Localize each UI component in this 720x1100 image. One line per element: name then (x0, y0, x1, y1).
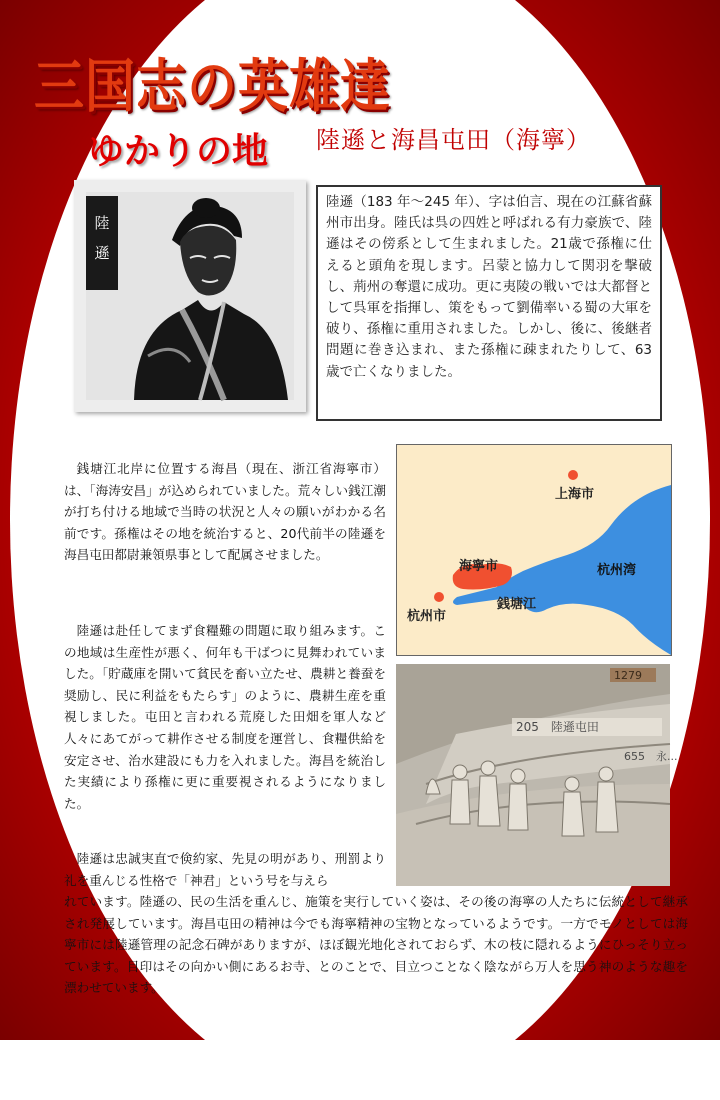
biography-box (316, 185, 662, 421)
map-label-qiantang-river: 銭塘江 (497, 597, 537, 612)
relief-label-1: 1279 (614, 669, 642, 682)
biography-text: 陸遜（183 年～245 年）、字は伯言、現在の江蘇省蘇州市出身。陸氏は呉の四姓と呼ばれる有力豪族で、陸遜はその傍系として生まれました。21歳で孫権に仕えると頭角を現します。呂蒙と協力して関羽を撃破し、荊州の奪還に成功。更に夷陵の戦いでは大都督として呉軍を指揮し、策をもって劉備率いる蜀の大軍を破り、孫権に重用されました。しかし、後に、後継者問題に巻き込まれ、また孫権に疎まれたりして、63 歳で亡くなりました。 (326, 194, 652, 380)
portrait-image (74, 180, 306, 412)
map-label-hangzhou: 杭州市 (407, 609, 447, 624)
region-map (396, 444, 672, 656)
body-paragraph-3-continued: れています。陸遜の、民の生活を重んじ、施策を実行していく姿は、その後の海寧の人たちに伝統として継承され発展しています。海昌屯田の精神は今でも海寧精神の宝物となっているようです。一方でモノとしては海寧市には陸遜管理の記念石碑がありますが、ほぼ観光地化されておらず、木の枝に隠れるようにひっそり立っています。目印はその向かい側にあるお寺、とのことで、目立つことなく陰ながら万人を思う神のような趣を漂わせています。 (64, 894, 688, 996)
topic-title: 陸遜と海昌屯田（海寧） (316, 126, 591, 154)
map-label-shanghai: 上海市 (555, 487, 595, 502)
relief-label-3: 655 永... (624, 750, 678, 763)
body-paragraph-1: 銭塘江北岸に位置する海昌（現在、浙江省海寧市）は、「海涛安昌」が込められていました。荒々しい銭江潮が打ち付ける地域で当時の状況と人々の願いがわかる名前です。孫権はその地を統治すると、20代前半の陸遜を海昌屯田都尉兼領県事として配属させました。 (64, 461, 386, 563)
body-paragraph-2: 陸遜は赴任してまず食糧難の問題に取り組みます。この地域は生産性が悪く、何年も干ばつに見舞われていました。「貯蔵庫を開いて貧民を畜い立たせ、農耕と養蚕を奨励し、民に利益をもたらす」のように、農耕生産を重視しました。屯田と言われる荒廃した田畑を軍人など人々にあてがって耕作させる制度を運営し、食糧供給を安定させ、治水建設にも力を入れました。海昌を統治した実績により孫権に更に重要視されるようになりました。 (64, 623, 386, 811)
main-title: 三国志の英雄達 (34, 52, 391, 120)
sub-title: ゆかりの地 (88, 131, 269, 172)
relief-label-2: 205 陸遜屯田 (516, 720, 599, 734)
map-label-hangzhou-bay: 杭州湾 (597, 563, 637, 578)
relief-photo (396, 664, 678, 886)
portrait-name-char-2: 遜 (94, 244, 110, 262)
map-label-haining: 海寧市 (459, 559, 499, 574)
body-paragraph-3: 陸遜は忠誠実直で倹約家、先見の明があり、刑罰より礼を重んじる性格で「神君」という号を与えら (64, 851, 386, 888)
portrait-name-char-1: 陸 (94, 214, 110, 232)
